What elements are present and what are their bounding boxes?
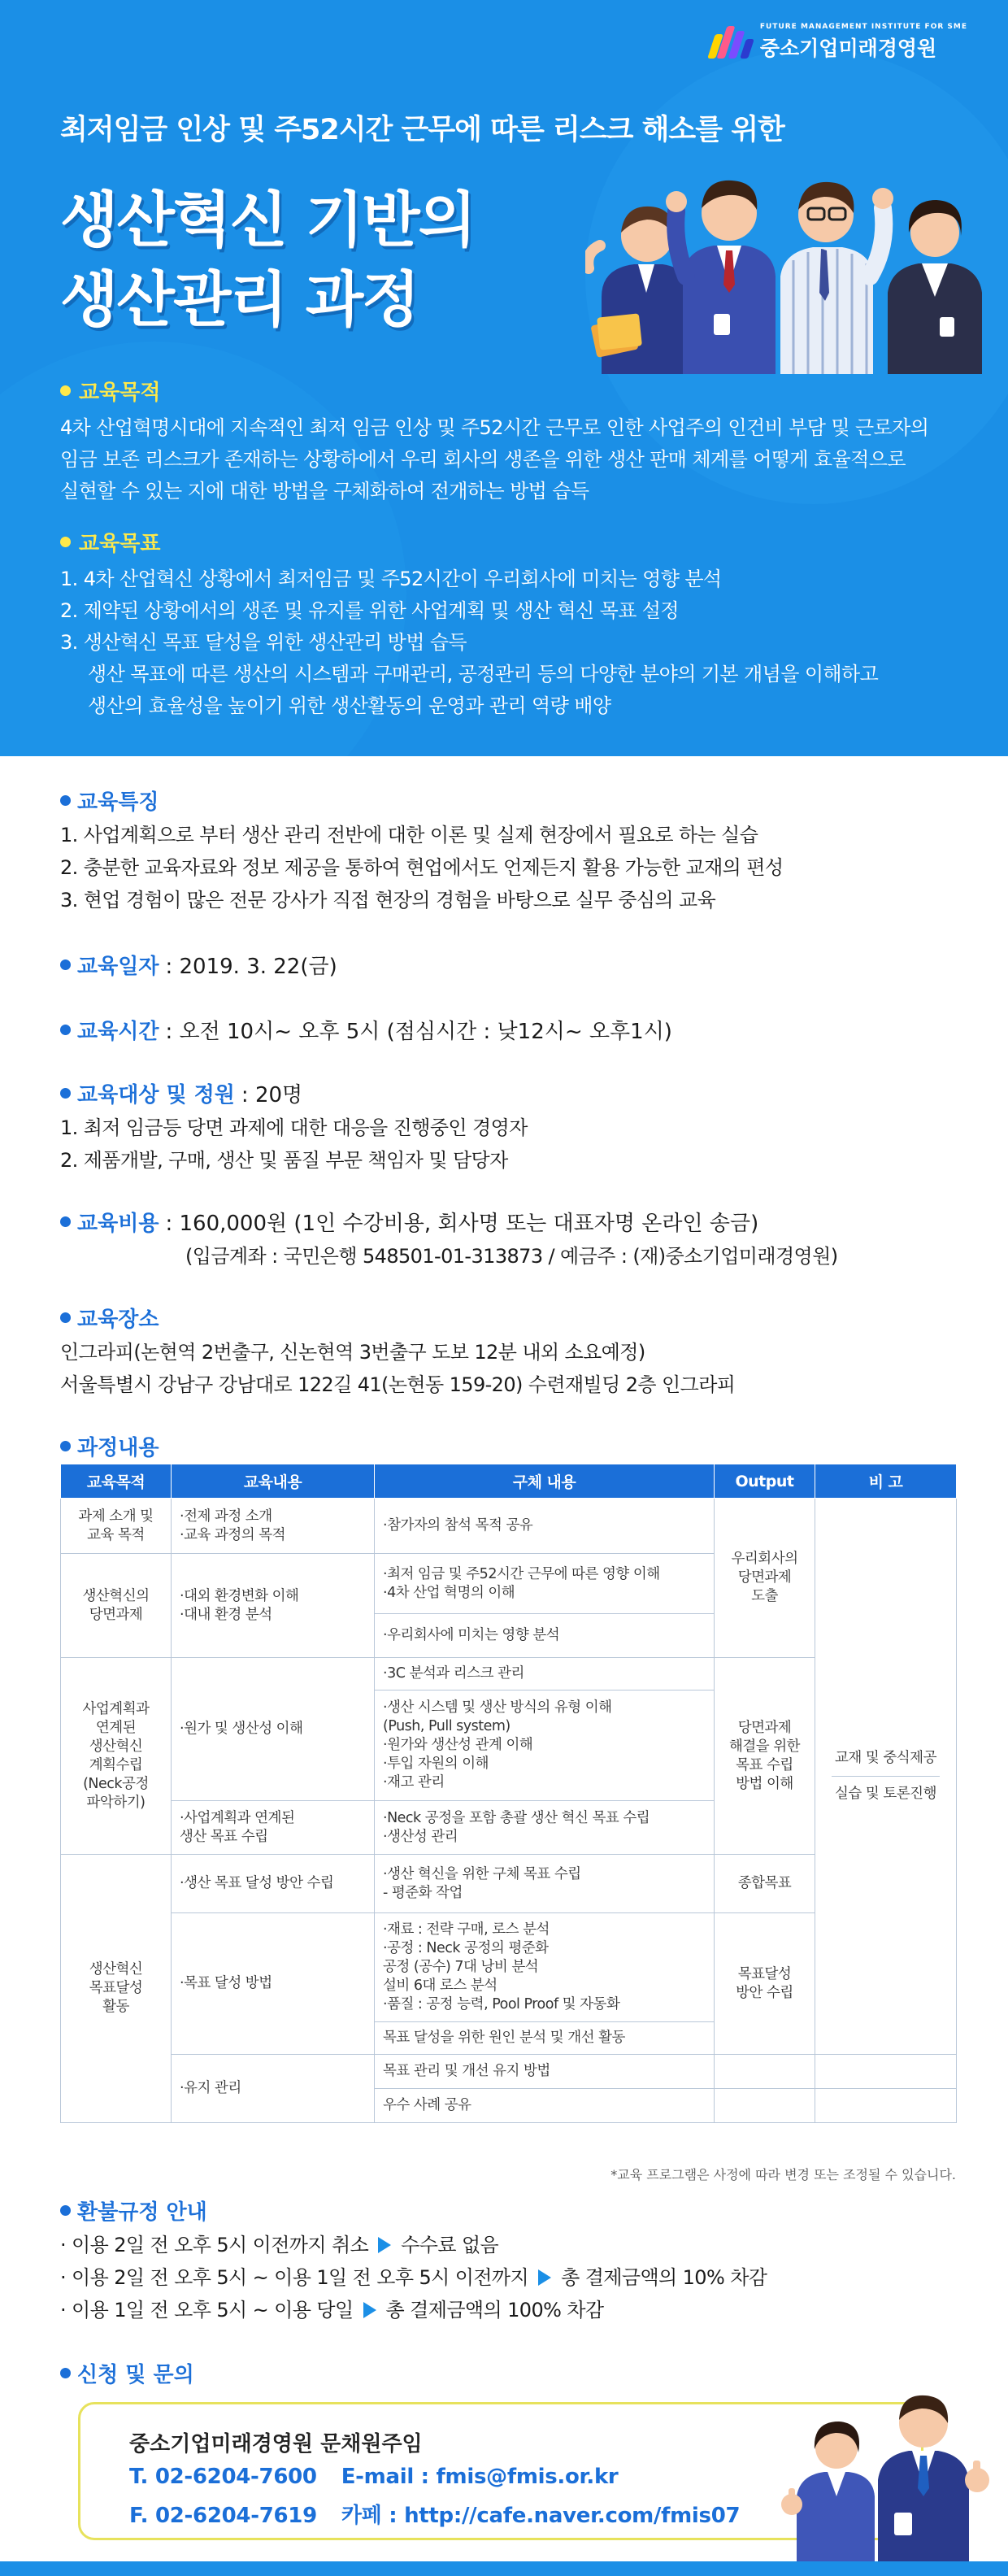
fee-value: : 160,000원 (1인 수강비용, 회사명 또는 대표자명 온라인 송금) — [165, 1212, 759, 1236]
table-header-row — [61, 1464, 957, 1499]
detail-cell: ·3C 분석과 리스크 관리 — [375, 1658, 715, 1690]
brand-logo[interactable] — [708, 23, 967, 62]
fax-number: F. 02-6204-7619 — [129, 2504, 317, 2528]
logo-subtitle: FUTURE MANAGEMENT INSTITUTE FOR SME — [759, 23, 967, 31]
target-line: 1. 최저 임금등 당면 과제에 대한 대응을 진행중인 경영자 — [60, 1116, 528, 1139]
goals-heading-label: 교육목표 — [79, 532, 161, 556]
content-cell: ·사업계획과 연계된 생산 목표 수립 — [172, 1801, 375, 1855]
purpose-cell: 생산혁신의 당면과제 — [61, 1554, 172, 1658]
business-team-illustration — [585, 154, 992, 374]
date-value: : 2019. 3. 22(금) — [165, 955, 337, 979]
hero-banner — [0, 0, 1008, 756]
refund-rule — [60, 2261, 954, 2294]
refund-rule — [60, 2294, 954, 2326]
detail-cell: ·Neck 공정을 포함 총괄 생산 혁신 목표 수립 ·생산성 관리 — [375, 1801, 715, 1855]
arrow-right-icon — [378, 2237, 391, 2253]
feature-line: 1. 사업계획으로 부터 생산 관리 전반에 대한 이론 및 실제 현장에서 필요로 하는 실습 — [60, 824, 758, 846]
purpose-section — [60, 376, 928, 507]
purpose-line: 임금 보존 리스크가 존재하는 상황하에서 우리 회사의 생존을 위한 생산 판매 체계를 어떻게 효율적으로 — [60, 448, 906, 471]
content-cell: ·목표 달성 방법 — [172, 1913, 375, 2055]
detail-cell: ·생산 시스템 및 생산 방식의 유형 이해 (Push, Pull system) ·원가와 생산성 관계 이해 ·투입 자원의 이해 ·재고 관리 — [375, 1690, 715, 1801]
bullet-dot-icon — [60, 959, 71, 970]
place-line: 서울특별시 강남구 강남대로 122길 41(논현동 159-20) 수련재빌딩 2층 인그라피 — [60, 1373, 736, 1396]
bullet-dot-icon — [60, 1025, 71, 1035]
place-line: 인그라피(논현역 2번출구, 신논현역 3번출구 도보 12분 내외 소요예정) — [60, 1341, 645, 1364]
refund-condition: · 이용 2일 전 오후 5시 이전까지 취소 — [60, 2234, 369, 2256]
time-value: : 오전 10시~ 오후 5시 (점심시간 : 낮12시~ 오후1시) — [165, 1020, 672, 1044]
output-cell — [715, 2089, 815, 2123]
fee-section — [60, 1207, 954, 1273]
bullet-dot-icon — [60, 2368, 71, 2378]
refund-result: 총 결제금액의 100% 차감 — [385, 2299, 604, 2321]
refund-result: 총 결제금액의 10% 차감 — [561, 2266, 767, 2289]
target-line: 2. 제품개발, 구매, 생산 및 품질 부문 책임자 및 담당자 — [60, 1149, 508, 1172]
place-section — [60, 1303, 954, 1401]
detail-cell: ·재료 : 전략 구매, 로스 분석 ·공정 : Neck 공정의 평준화 공정 (공수) 7대 낭비 분석 설비 6대 로스 분석 ·품질 : 공정 능력, Pool Proof 및 자동화 — [375, 1913, 715, 2022]
refund-result: 수수료 없음 — [401, 2234, 499, 2256]
refund-rule — [60, 2229, 954, 2261]
refund-condition: · 이용 1일 전 오후 5시 ~ 이용 당일 — [60, 2299, 354, 2321]
column-header: 구체 내용 — [375, 1464, 715, 1499]
content-cell: ·대외 환경변화 이해 ·대내 환경 분석 — [172, 1554, 375, 1658]
column-header: 교육목적 — [61, 1464, 172, 1499]
fee-heading-label: 교육비용 — [77, 1212, 159, 1236]
contact-line — [129, 2465, 618, 2489]
purpose-line: 실현할 수 있는 지에 대한 방법을 구체화하여 전개하는 방법 습득 — [60, 480, 589, 503]
fee-heading — [60, 1207, 954, 1237]
goal-line: 2. 제약된 상황에서의 생존 및 유지를 위한 사업계획 및 생산 혁신 목표 설정 — [60, 599, 679, 622]
detail-cell: ·생산 혁신을 위한 구체 목표 수립 - 평준화 작업 — [375, 1855, 715, 1913]
bullet-dot-icon — [60, 1088, 71, 1099]
curriculum-note: *교육 프로그램은 사정에 따라 변경 또는 조정될 수 있습니다. — [610, 2167, 956, 2182]
features-heading-label: 교육특징 — [77, 790, 159, 815]
detail-cell: 목표 달성을 위한 원인 분석 및 개선 활동 — [375, 2022, 715, 2055]
output-cell — [715, 2055, 815, 2089]
purpose-heading — [60, 376, 928, 406]
output-cell: 우리회사의 당면과제 도출 — [715, 1499, 815, 1658]
purpose-text — [60, 412, 928, 507]
arrow-right-icon — [363, 2302, 376, 2318]
feature-line: 3. 현업 경험이 많은 전문 강사가 직접 현장의 경험을 바탕으로 실무 중심의 교육 — [60, 889, 716, 912]
bullet-dot-icon — [60, 537, 71, 547]
feature-line: 2. 충분한 교육자료와 정보 제공을 통하여 현업에서도 언제든지 활용 가능한 교재의 편성 — [60, 856, 784, 879]
remark-text: 실습 및 토론진행 — [835, 1786, 936, 1802]
hero-title — [60, 181, 475, 340]
purpose-cell: 생산혁신 목표달성 활동 — [61, 1855, 172, 2123]
date-heading — [60, 950, 954, 980]
date-heading-label: 교육일자 — [77, 955, 159, 979]
time-section — [60, 1015, 954, 1045]
logo-name: 중소기업미래경영원 — [759, 37, 937, 60]
remark-text: 교재 및 중식제공 — [835, 1750, 936, 1766]
goal-line: 1. 4차 산업혁신 상황에서 최저임금 및 주52시간이 우리회사에 미치는 영향 분석 — [60, 568, 722, 590]
cafe-link[interactable]: 카페 : http://cafe.naver.com/fmis07 — [341, 2504, 741, 2528]
column-header: Output — [715, 1464, 815, 1499]
remark-cell — [815, 1499, 957, 2055]
purpose-heading-label: 교육목적 — [79, 381, 161, 405]
detail-cell: ·우리회사에 미치는 영향 분석 — [375, 1614, 715, 1658]
refund-condition: · 이용 2일 전 오후 5시 ~ 이용 1일 전 오후 5시 이전까지 — [60, 2266, 529, 2289]
fee-account: (입금계좌 : 국민은행 548501-01-313873 / 예금주 : (재)중소기업미래경영원) — [185, 1245, 838, 1268]
features-section — [60, 785, 954, 916]
hero-title-line: 생산관리 과정 — [60, 265, 419, 335]
hero-subtitle: 최저임금 인상 및 주52시간 근무에 따른 리스크 해소를 위한 — [60, 114, 784, 146]
contact-heading-label: 신청 및 문의 — [77, 2363, 194, 2387]
target-section — [60, 1078, 954, 1177]
table-row — [61, 1499, 957, 1554]
purpose-line: 4차 산업혁명시대에 지속적인 최저 임금 인상 및 주52시간 근무로 인한 사업주의 인건비 부담 및 근로자의 — [60, 416, 929, 439]
purpose-cell: 과제 소개 및 교육 목적 — [61, 1499, 172, 1554]
goal-detail-line: 생산 목표에 따른 생산의 시스템과 구매관리, 공정관리 등의 다양한 분야의 기본 개념을 이해하고 — [88, 663, 879, 685]
goals-section — [60, 527, 878, 722]
features-heading — [60, 785, 954, 816]
contact-organization: 중소기업미래경영원 문채원주임 — [129, 2432, 423, 2456]
thumbs-up-people-illustration — [764, 2374, 1008, 2569]
footer-bar — [0, 2561, 1008, 2576]
output-cell: 목표달성 방안 수립 — [715, 1913, 815, 2055]
logo-mark-icon — [708, 23, 752, 62]
contact-line — [129, 2499, 740, 2529]
bullet-dot-icon — [60, 1441, 71, 1451]
purpose-cell: 사업계획과 연계된 생산혁신 계획수립 (Neck공정 파악하기) — [61, 1658, 172, 1855]
remark-cell — [815, 2089, 957, 2123]
time-heading — [60, 1015, 954, 1045]
target-heading-label: 교육대상 및 정원 — [77, 1083, 235, 1107]
target-heading — [60, 1078, 954, 1108]
curriculum-table — [60, 1464, 957, 2123]
curriculum-section — [60, 1431, 954, 1461]
refund-section — [60, 2195, 954, 2326]
goals-text — [60, 564, 878, 722]
time-heading-label: 교육시간 — [77, 1020, 159, 1044]
place-heading — [60, 1303, 954, 1333]
arrow-right-icon — [538, 2269, 551, 2286]
place-heading-label: 교육장소 — [77, 1308, 159, 1332]
output-cell: 당면과제 해결을 위한 목표 수립 방법 이해 — [715, 1658, 815, 1855]
hero-title-line: 생산혁신 기반의 — [60, 185, 476, 255]
detail-cell: ·참가자의 참석 목적 공유 — [375, 1499, 715, 1554]
column-header: 비 고 — [815, 1464, 957, 1499]
phone-number[interactable]: T. 02-6204-7600 — [129, 2465, 317, 2489]
goal-line: 3. 생산혁신 목표 달성을 위한 생산관리 방법 습득 — [60, 631, 467, 654]
remark-cell — [815, 2055, 957, 2089]
bullet-dot-icon — [60, 1216, 71, 1227]
content-cell: ·유지 관리 — [172, 2055, 375, 2123]
curriculum-heading — [60, 1431, 954, 1461]
refund-heading — [60, 2195, 954, 2226]
content-cell: ·전제 과정 소개 ·교육 과정의 목적 — [172, 1499, 375, 1554]
content-cell: ·생산 목표 달성 방안 수립 — [172, 1855, 375, 1913]
email-link[interactable]: E-mail : fmis@fmis.or.kr — [341, 2465, 619, 2489]
bullet-dot-icon — [60, 1312, 71, 1323]
bullet-dot-icon — [60, 795, 71, 806]
detail-cell: ·최저 임금 및 주52시간 근무에 따른 영향 이해 ·4차 산업 혁명의 이해 — [375, 1554, 715, 1614]
detail-cell: 목표 관리 및 개선 유지 방법 — [375, 2055, 715, 2089]
refund-heading-label: 환불규정 안내 — [77, 2200, 207, 2225]
content-cell: ·원가 및 생산성 이해 — [172, 1658, 375, 1801]
curriculum-heading-label: 과정내용 — [77, 1436, 159, 1460]
bullet-dot-icon — [60, 2205, 71, 2216]
goal-detail-line: 생산의 효율성을 높이기 위한 생산활동의 운영과 관리 역량 배양 — [88, 694, 611, 717]
target-value: : 20명 — [241, 1083, 303, 1107]
table-row — [61, 2055, 957, 2089]
column-header: 교육내용 — [172, 1464, 375, 1499]
bullet-dot-icon — [60, 385, 71, 396]
detail-cell: 우수 사례 공유 — [375, 2089, 715, 2123]
goals-heading — [60, 527, 878, 557]
output-cell: 종합목표 — [715, 1855, 815, 1913]
date-section — [60, 950, 954, 980]
